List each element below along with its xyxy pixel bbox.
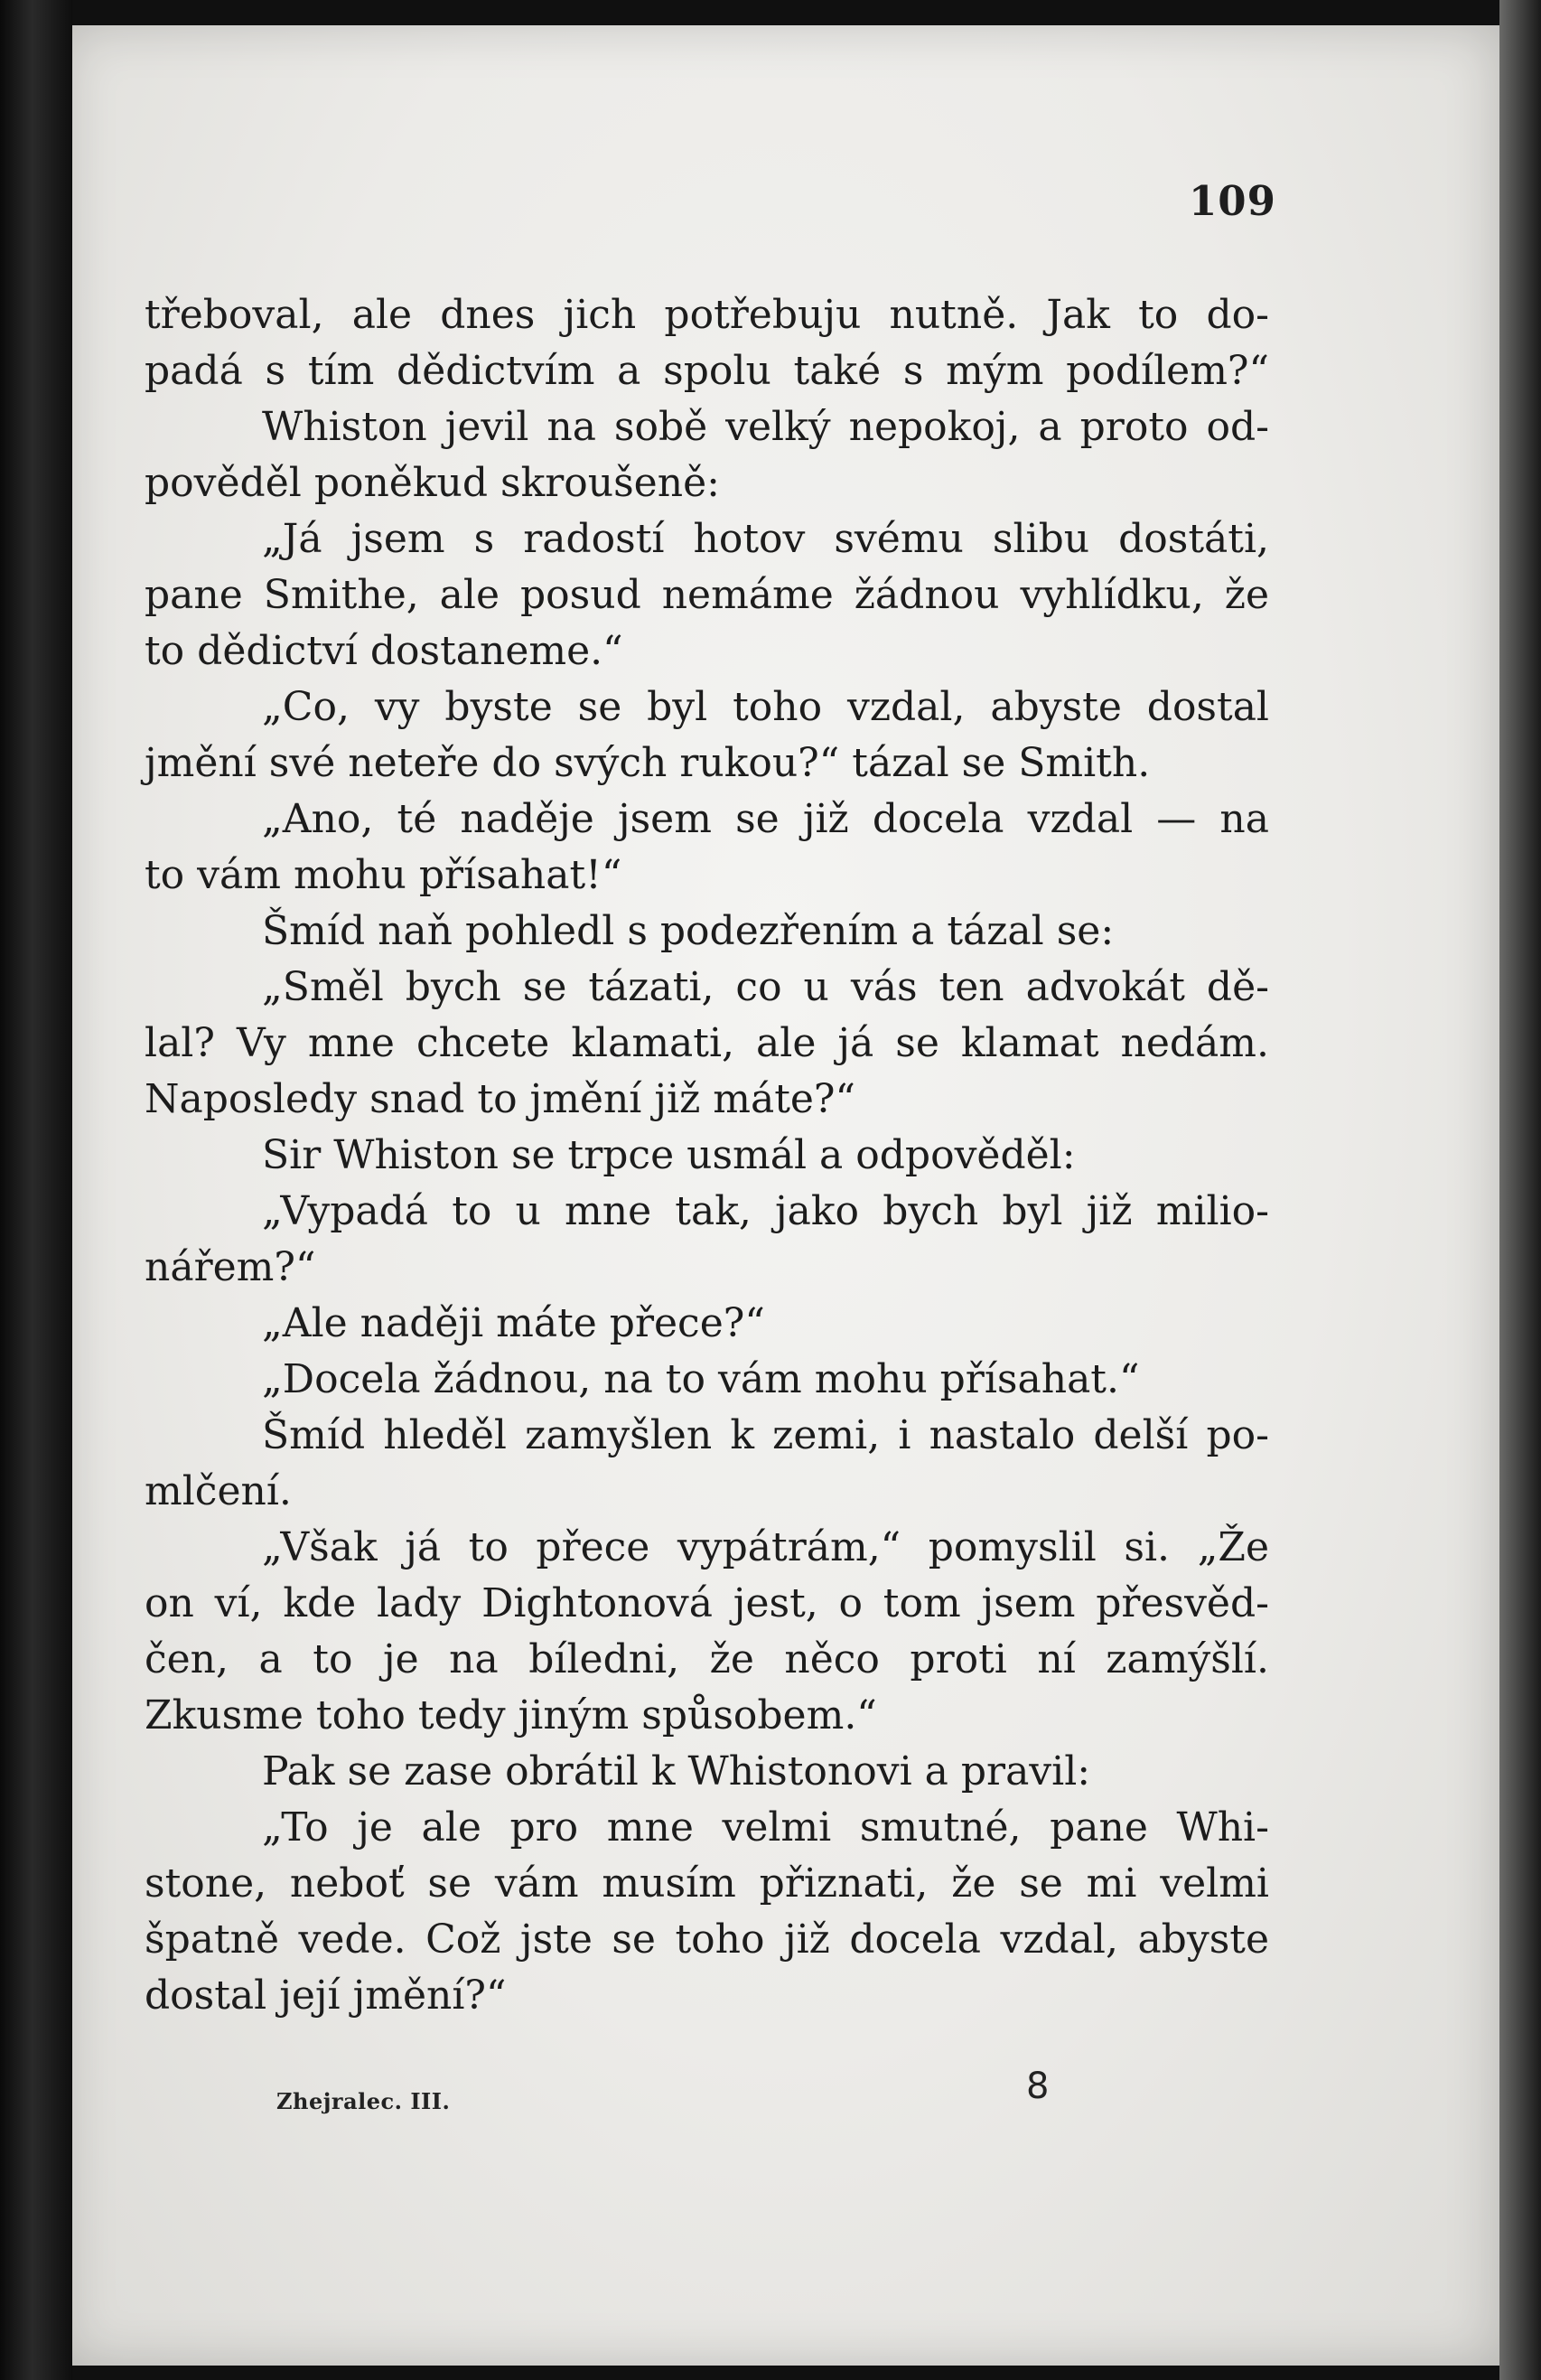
footer-signature: Zhejralec. III.: [276, 2088, 451, 2114]
footer-sheet-number: 8: [1026, 2066, 1050, 2107]
text-line: „Docela žádnou, na to vám mohu přísahat.“: [262, 1356, 1140, 1402]
body-text: [145, 287, 1269, 2024]
text-line: Šmíd naň pohledl s podezřením a tázal se:: [262, 908, 1115, 954]
text-line: čen, a to je na bíledni, že něco proti ní zamýšlí.: [145, 1636, 1269, 1682]
text-line: on ví, kde lady Dightonová jest, o tom jsem přesvěd-: [145, 1580, 1269, 1626]
text-line: špatně vede. Což jste se toho již docela vzdal, abyste: [145, 1916, 1269, 1963]
text-line: „Ale naději máte přece?“: [262, 1300, 765, 1346]
text-line: Zkusme toho tedy jiným spůsobem.“: [145, 1692, 877, 1738]
text-line: to vám mohu přísahat!“: [145, 852, 622, 898]
text-line: „To je ale pro mne velmi smutné, pane Whi-: [262, 1804, 1269, 1851]
text-line: „Já jsem s radostí hotov svému slibu dostáti,: [262, 516, 1269, 562]
text-line: jmění své neteře do svých rukou?“ tázal se Smith.: [145, 740, 1151, 786]
text-line: „Co, vy byste se byl toho vzdal, abyste dostal: [262, 684, 1269, 730]
text-line: Sir Whiston se trpce usmál a odpověděl:: [262, 1132, 1076, 1178]
text-line: mlčení.: [145, 1468, 292, 1514]
text-line: padá s tím dědictvím a spolu také s mým podílem?“: [145, 348, 1269, 394]
text-line: „Vypadá to u mne tak, jako bych byl již milio-: [262, 1188, 1269, 1234]
text-line: Šmíd hleděl zamyšlen k zemi, i nastalo delší po-: [262, 1412, 1269, 1458]
text-line: Whiston jevil na sobě velký nepokoj, a proto od-: [262, 404, 1269, 450]
text-line: „Směl bych se tázati, co u vás ten advokát dě-: [262, 964, 1269, 1010]
text-line: pane Smithe, ale posud nemáme žádnou vyhlídku, že: [145, 572, 1269, 618]
text-line: třeboval, ale dnes jich potřebuju nutně. Jak to do-: [145, 292, 1269, 338]
text-line: stone, neboť se vám musím přiznati, že se mi velmi: [145, 1860, 1269, 1907]
text-line: Naposledy snad to jmění již máte?“: [145, 1076, 855, 1122]
book-spine-shadow: [0, 0, 72, 2380]
page-number: 109: [1189, 177, 1276, 225]
text-line: Pak se zase obrátil k Whistonovi a pravil:: [262, 1748, 1091, 1794]
text-line: to dědictví dostaneme.“: [145, 628, 623, 674]
page-edge-shadow: [1499, 0, 1541, 2380]
text-line: lal? Vy mne chcete klamati, ale já se klamat nedám.: [145, 1020, 1269, 1066]
text-line: dostal její jmění?“: [145, 1972, 507, 2019]
text-line: „Však já to přece vypátrám,“ pomyslil si. „Že: [262, 1524, 1269, 1570]
text-line: pověděl poněkud skroušeně:: [145, 460, 720, 506]
text-line: „Ano, té naděje jsem se již docela vzdal — na: [262, 796, 1269, 842]
text-line: nářem?“: [145, 1244, 316, 1290]
